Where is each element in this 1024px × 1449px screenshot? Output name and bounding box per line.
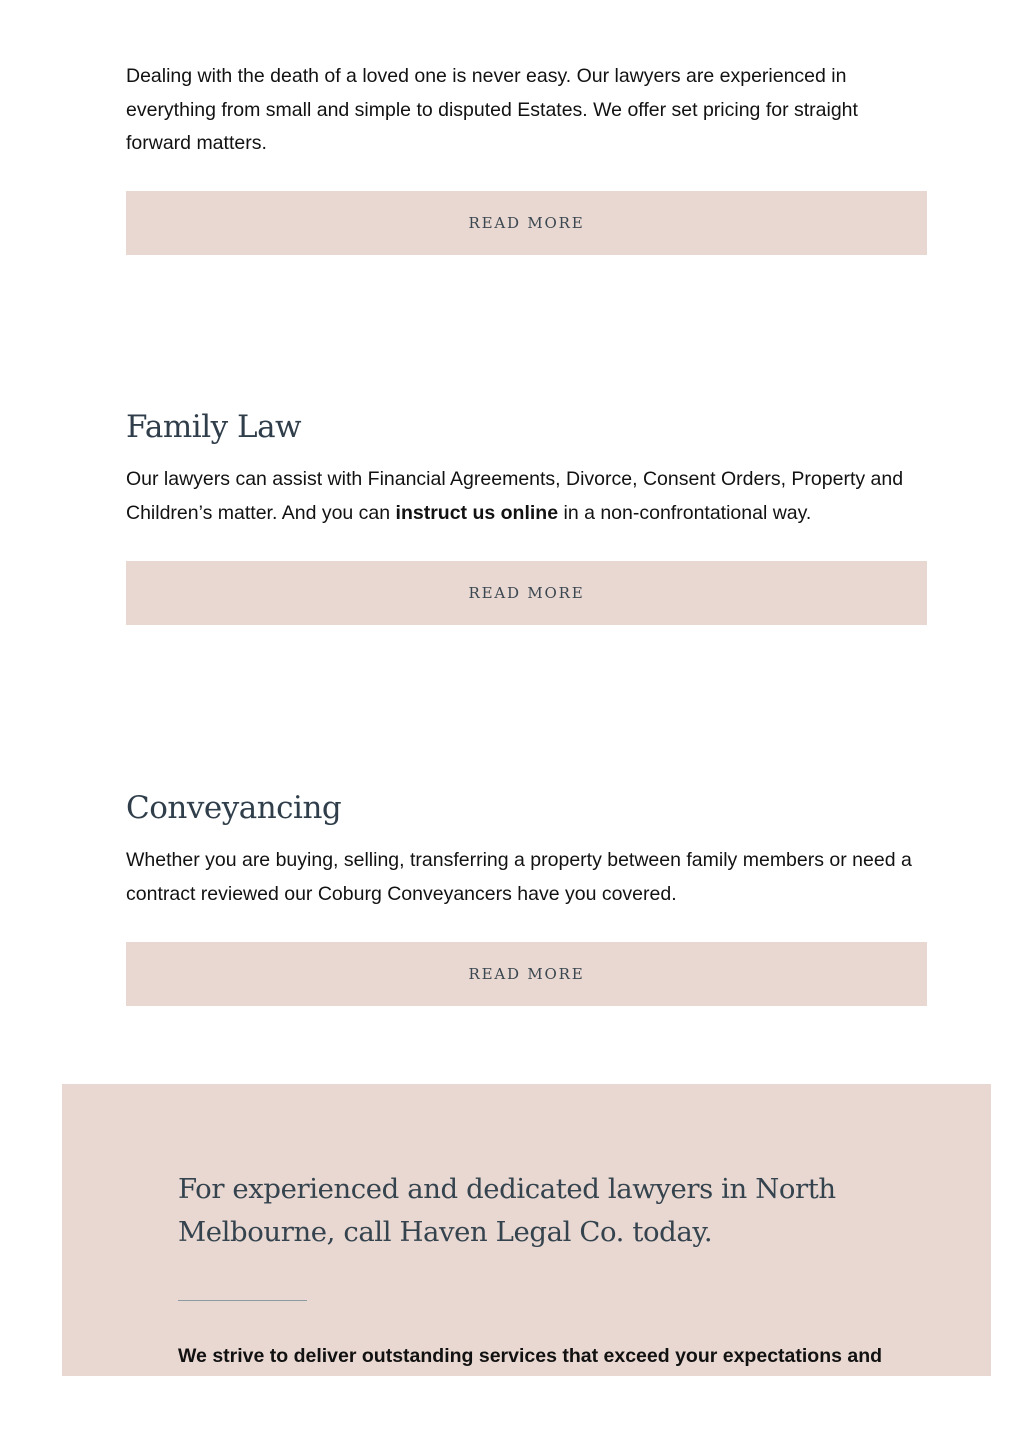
family-law-title: Family Law	[126, 409, 302, 445]
conveyancing-section	[126, 789, 927, 1009]
family-law-description-end: in a non-confrontational way.	[558, 501, 812, 524]
cta-heading: For experienced and dedicated lawyers in North Melbourne, call Haven Legal Co. today.	[178, 1173, 836, 1248]
conveyancing-title: Conveyancing	[126, 790, 342, 826]
family-law-description	[126, 463, 927, 530]
estates-read-more-button[interactable]: READ MORE	[126, 191, 927, 255]
conveyancing-read-more-button[interactable]: READ MORE	[126, 942, 927, 1006]
cta-text: We strive to deliver outstanding services that exceed your expectations and	[178, 1345, 883, 1367]
instruct-online-link[interactable]: instruct us online	[395, 501, 559, 524]
family-law-read-more-button[interactable]: READ MORE	[126, 561, 927, 625]
cta-divider	[178, 1300, 307, 1301]
estates-section	[126, 60, 927, 260]
family-law-section	[126, 408, 927, 628]
conveyancing-description: Whether you are buying, selling, transferring a property between family members or need a contract reviewed our Coburg Conveyancers have you covered.	[126, 849, 912, 905]
family-law-description-start: Our lawyers can assist with Financial Agreements, Divorce, Consent Orders, Property and Children’s matter. And you can	[126, 468, 904, 524]
cta-panel	[62, 1084, 991, 1376]
estates-description: Dealing with the death of a loved one is never easy. Our lawyers are experienced in everything from small and simple to disputed Estates. We offer set pricing for straight forward matters.	[126, 65, 858, 154]
